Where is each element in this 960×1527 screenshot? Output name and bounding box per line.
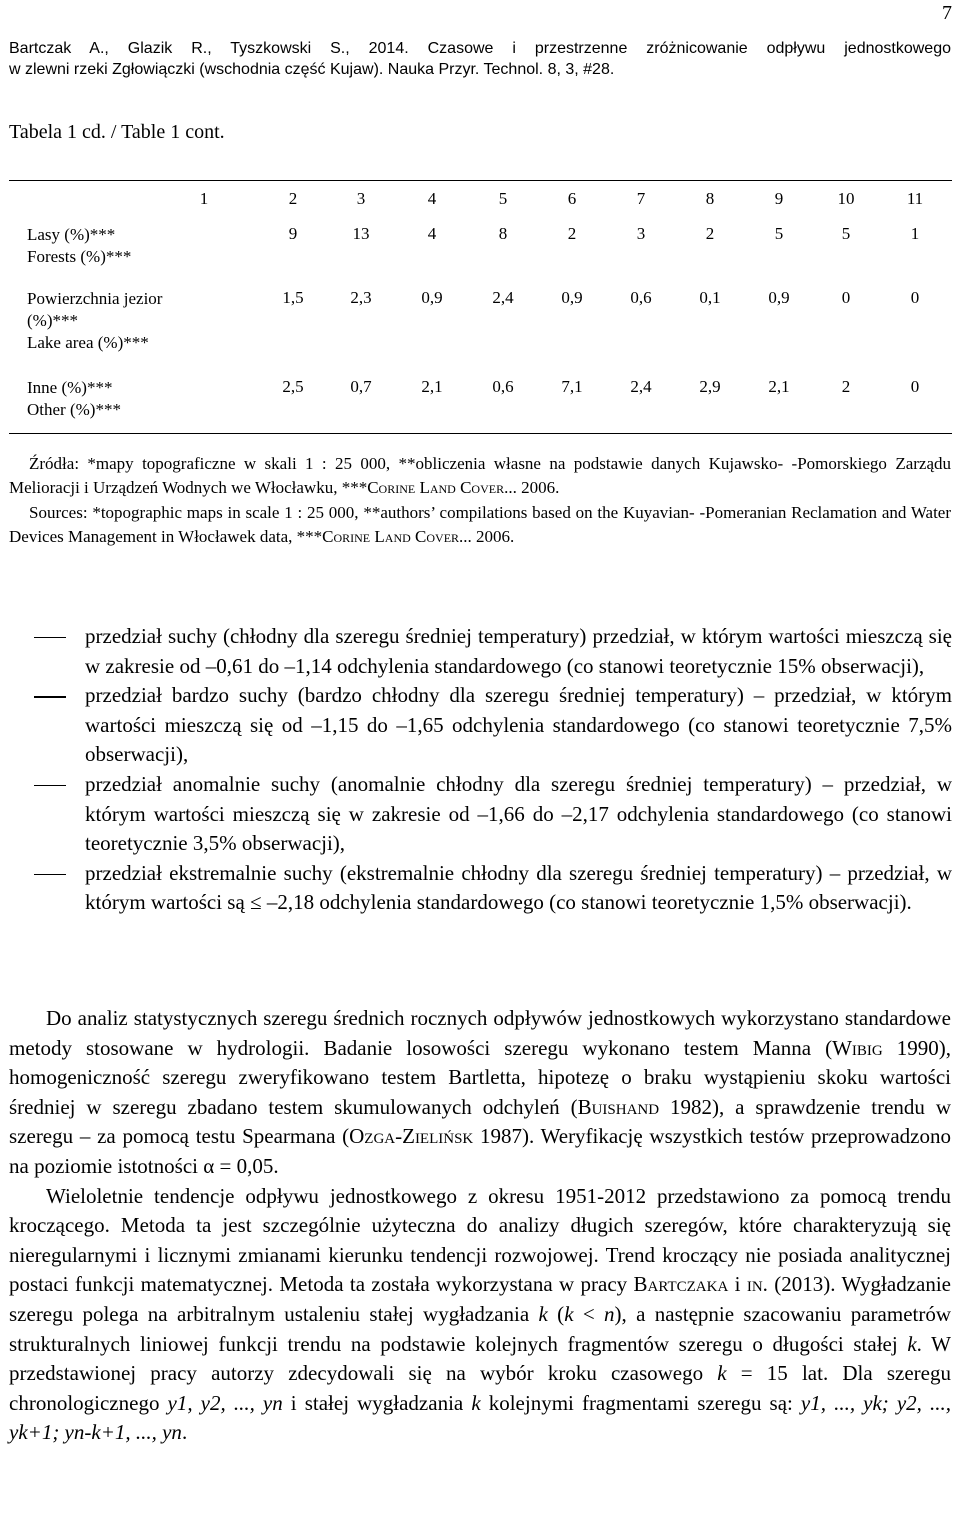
row-label-en: Lake area (%)*** — [27, 333, 149, 352]
dash-bullet-icon — [34, 696, 66, 697]
text-run: i — [728, 1272, 747, 1297]
row-label-pl: Inne (%)*** — [27, 378, 113, 397]
text-run: ), a następnie szacowaniu parametrów strukturalnych liniowej funkcji trendu na podstawie kolejnych fragmentów szeregu o długości stałej — [9, 1301, 952, 1356]
table-cell: 5 — [774, 224, 784, 243]
column-header: 11 — [906, 189, 924, 208]
column-header: 7 — [636, 189, 646, 208]
dash-bullet-icon — [34, 637, 66, 638]
math-variable: k — [538, 1301, 548, 1326]
table-cell: 1,5 — [282, 288, 304, 307]
citation-author: in — [746, 1272, 763, 1297]
math-variable: n — [604, 1301, 615, 1326]
table-sources-note — [9, 452, 951, 549]
table-cell: 0,1 — [699, 288, 721, 307]
citation-author: Buishand — [577, 1094, 660, 1119]
main-body-text — [9, 1004, 951, 1448]
table-cell: 0,9 — [561, 288, 583, 307]
citation-author: Bartczaka — [633, 1272, 729, 1297]
list-item-text: przedział ekstremalnie suchy (ekstremalnie chłodny dla szeregu średniej temperatury) – przedział, w którym wartości są ≤ –2,18 odchylenia standardowego (co stanowi teoretycznie 1,5% obserwacji). — [85, 860, 952, 915]
table-cell: 0,7 — [350, 377, 372, 396]
text-run: 1987). Weryfikację wszystkich testów przeprowadzono na poziomie istotności α = 0,05. — [9, 1124, 951, 1178]
table-cell: 2,1 — [768, 377, 790, 396]
list-item-text: przedział bardzo suchy (bardzo chłodny dla szeregu średniej temperatury) – przedział, w którym wartości mieszczą się od –1,15 do –1,65 odchylenia standardowego (co stanowi teoretycznie 7,5% obserwacji), — [85, 683, 952, 767]
sources-pl-year: ... 2006. — [504, 478, 560, 498]
row-label — [27, 288, 162, 354]
column-header: 5 — [498, 189, 508, 208]
text-run: i stałej wygładzania — [282, 1390, 472, 1415]
text-run: . — [181, 1420, 188, 1445]
text-run: 1990), homogeniczność szeregu zweryfikowano testem Bartletta, hipotezę o braku wystąpieniu skoku wartości średniej w szeregu zbadano testem skumulowanych odchyleń ( — [9, 1035, 951, 1119]
sources-pl — [9, 452, 951, 501]
table-cell: 2,4 — [630, 377, 652, 396]
list-item-text: przedział suchy (chłodny dla szeregu średniej temperatury) przedział, w którym wartości mieszczą się w zakresie od –0,61 do –1,14 odchylenia standardowego (co stanowi teoretycznie 15% obserwacji), — [85, 624, 952, 678]
column-header: 6 — [567, 189, 577, 208]
running-header — [9, 38, 951, 80]
list-item-text: przedział anomalnie suchy (anomalnie chłodny dla szeregu średniej temperatury) – przedział, w którym wartości mieszczą się w zakresie od –1,66 do –2,17 odchylenia standardowego (co stanowi teoretycznie 3,5% obserwacji), — [85, 771, 952, 856]
column-header: 8 — [705, 189, 715, 208]
paragraph-moving-trend — [9, 1182, 951, 1448]
table-cell: 0,6 — [492, 377, 514, 396]
table-cell: 2 — [567, 224, 577, 243]
math-variable: k — [907, 1331, 917, 1356]
text-run: < — [573, 1301, 605, 1326]
table-cell: 7,1 — [561, 377, 583, 396]
table-cell: 0,9 — [768, 288, 790, 307]
table-cell: 0 — [910, 288, 920, 307]
dash-bullet-icon — [34, 874, 66, 875]
list-item — [34, 622, 952, 681]
table-cell: 13 — [352, 224, 370, 243]
table-cell: 2,4 — [492, 288, 514, 307]
table-cell: 4 — [427, 224, 437, 243]
header-citation-line-2: w zlewni rzeki Zgłowiączki (wschodnia część Kujaw). Nauka Przyr. Technol. 8, 3, #28. — [9, 61, 615, 78]
table-cell: 9 — [288, 224, 298, 243]
list-item — [34, 859, 952, 918]
row-label — [27, 377, 121, 421]
text-run: ( — [547, 1301, 565, 1326]
sources-pl-text: Źródła: *mapy topograficzne w skali 1 : 25 000, **obliczenia własne na podstawie danych Kujawsko- -Pomorskiego Zarządu Melioracji i Urządzeń Wodnych we Włocławku, *** — [9, 454, 951, 498]
page-number: 7 — [942, 2, 952, 24]
text-run: 1982), a sprawdzenie trendu w szeregu – za pomocą testu Spearmana ( — [9, 1094, 951, 1149]
text-run: Do analiz statystycznych szeregu średnich rocznych odpływów jednostkowych wykorzystano standardowe metody stosowane w hydrologii. Badanie losowości szeregu wykonano testem Manna ( — [9, 1006, 951, 1060]
header-citation-line-1: Bartczak A., Glazik R., Tyszkowski S., 2014. Czasowe i przestrzenne zróżnicowanie odpływu jednostkowego — [9, 40, 951, 57]
list-item — [34, 681, 952, 770]
row-label-pl-unit: (%)*** — [27, 311, 78, 330]
sources-en-year: ... 2006. — [459, 526, 515, 546]
sources-en — [9, 501, 951, 550]
column-header: 1 — [199, 189, 209, 208]
table-cell: 0,9 — [421, 288, 443, 307]
row-label — [27, 224, 131, 268]
row-label-pl: Lasy (%)*** — [27, 225, 116, 244]
column-header: 2 — [288, 189, 298, 208]
text-run: . W przedstawionej pracy autorzy zdecydowali się na wybór kroku czasowego — [9, 1331, 951, 1386]
column-header: 4 — [427, 189, 437, 208]
table-cell: 2,9 — [699, 377, 721, 396]
text-run: = 15 lat. Dla szeregu chronologicznego — [9, 1361, 951, 1415]
sources-en-citation: Corine Land Cover — [322, 526, 460, 546]
paragraph-statistical-methods — [9, 1004, 951, 1182]
citation-author: Ozga-Zielińsk — [349, 1124, 474, 1149]
table-cell: 5 — [841, 224, 851, 243]
column-header: 9 — [774, 189, 784, 208]
table-cell: 3 — [636, 224, 646, 243]
table-cell: 8 — [498, 224, 508, 243]
row-label-en: Other (%)*** — [27, 400, 121, 419]
column-header: 10 — [837, 189, 855, 208]
table-cell: 0 — [841, 288, 851, 307]
math-variable: k — [564, 1301, 574, 1326]
table-cell: 2 — [705, 224, 715, 243]
text-run: kolejnymi fragmentami szeregu są: — [480, 1390, 801, 1415]
table-cell: 0,6 — [630, 288, 652, 307]
sources-en-text: Sources: *topographic maps in scale 1 : 25 000, **authors’ compilations based on the Kuyavian- -Pomeranian Reclamation and Water Devices Management in Włocławek data, *** — [9, 502, 951, 546]
table-cell: 2,5 — [282, 377, 304, 396]
table-cell: 0 — [910, 377, 920, 396]
sources-pl-citation: Corine Land Cover — [367, 478, 505, 498]
citation-author: Wibig — [832, 1035, 883, 1060]
table-caption: Tabela 1 cd. / Table 1 cont. — [9, 121, 225, 143]
text-run: Wieloletnie tendencje odpływu jednostkowego z okresu 1951-2012 przedstawiono za pomocą trendu kroczącego. Metoda ta jest szczególnie użyteczna do analizy długich szeregów, które charakteryzują się nieregularnymi i licznymi zmianami kierunku tendencji rozwojowej. Trend kroczący nie posiada analitycznej postaci funkcji matematycznej. Metoda ta została wykorzystana w pracy — [9, 1183, 951, 1297]
math-sequence: y1, ..., yk; y2, ..., yk+1; yn-k+1, ..., yn — [9, 1390, 951, 1445]
land-cover-table — [9, 180, 952, 434]
math-variable: k — [717, 1361, 727, 1386]
bullet-list — [34, 622, 952, 918]
dash-bullet-icon — [34, 785, 66, 786]
column-header: 3 — [356, 189, 366, 208]
text-run: . (2013). Wygładzanie szeregu polega na arbitralnym ustaleniu stałej wygładzania — [9, 1272, 951, 1326]
table-cell: 2,1 — [421, 377, 443, 396]
table-cell: 2 — [841, 377, 851, 396]
row-label-pl: Powierzchnia jezior — [27, 289, 163, 308]
list-item — [34, 770, 952, 859]
row-label-en: Forests (%)*** — [27, 247, 132, 266]
table-cell: 2,3 — [350, 288, 372, 307]
math-variable: k — [471, 1390, 481, 1415]
table-cell: 1 — [910, 224, 920, 243]
math-sequence: y1, y2, ..., yn — [167, 1390, 283, 1415]
